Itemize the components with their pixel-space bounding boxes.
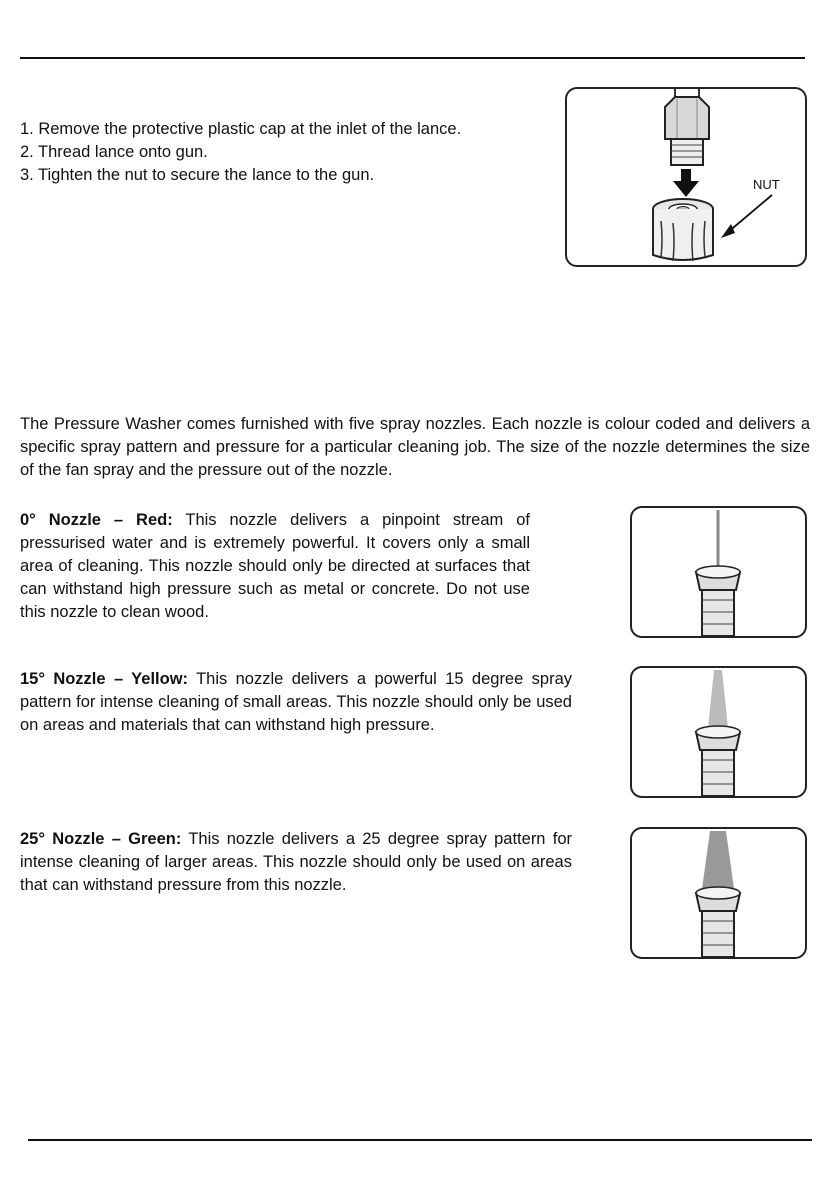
nozzle-intro: The Pressure Washer comes furnished with five spray nozzles. Each nozzle is colour coded and delivers a specific spray pattern and pressure for a particular cleaning job. The size of the nozzle determines the size of the fan spray and the pressure out of the nozzle. bbox=[20, 415, 810, 479]
nozzle-red-description bbox=[20, 509, 530, 624]
nozzle-red-text: This nozzle delivers a pinpoint stream of pressurised water and is extremely powerful. It covers only a small area of cleaning. This nozzle should only be directed at surfaces that can withstand high pressure such as metal or concrete. Do not use this nozzle to clean wood. bbox=[20, 511, 530, 621]
nozzle-yellow-figure bbox=[630, 666, 807, 798]
nozzle-green-heading: 25° Nozzle – Green: bbox=[20, 830, 182, 848]
step-3: 3. Tighten the nut to secure the lance to the gun. bbox=[20, 166, 375, 184]
nozzle-red-illustration bbox=[632, 508, 805, 636]
nozzle-red-heading: 0° Nozzle – Red: bbox=[20, 511, 173, 529]
step-1: 1. Remove the protective plastic cap at the inlet of the lance. bbox=[20, 120, 462, 138]
nozzle-yellow-text: This nozzle delivers a powerful 15 degree spray pattern for intense cleaning of small areas. This nozzle should only be used on areas and materials that can withstand high pressure. bbox=[20, 670, 572, 734]
footer-rule bbox=[28, 1139, 812, 1141]
header-rule bbox=[20, 57, 805, 59]
nut-label: NUT bbox=[753, 177, 780, 192]
nozzle-green-text: This nozzle delivers a 25 degree spray pattern for intense cleaning of larger areas. This nozzle should only be used on areas that can withstand pressure from this nozzle. bbox=[20, 830, 573, 894]
nozzle-green-figure bbox=[630, 827, 807, 959]
nozzle-green-description bbox=[20, 828, 572, 897]
assembly-steps bbox=[20, 118, 461, 187]
nozzle-yellow-heading: 15° Nozzle – Yellow: bbox=[20, 670, 189, 688]
lance-nut-illustration bbox=[567, 89, 805, 265]
lance-nut-figure bbox=[565, 87, 807, 267]
nozzle-yellow-illustration bbox=[632, 668, 805, 796]
nozzle-yellow-description bbox=[20, 668, 572, 737]
nozzle-red-figure bbox=[630, 506, 807, 638]
step-2: 2. Thread lance onto gun. bbox=[20, 143, 208, 161]
nozzle-green-illustration bbox=[632, 829, 805, 957]
